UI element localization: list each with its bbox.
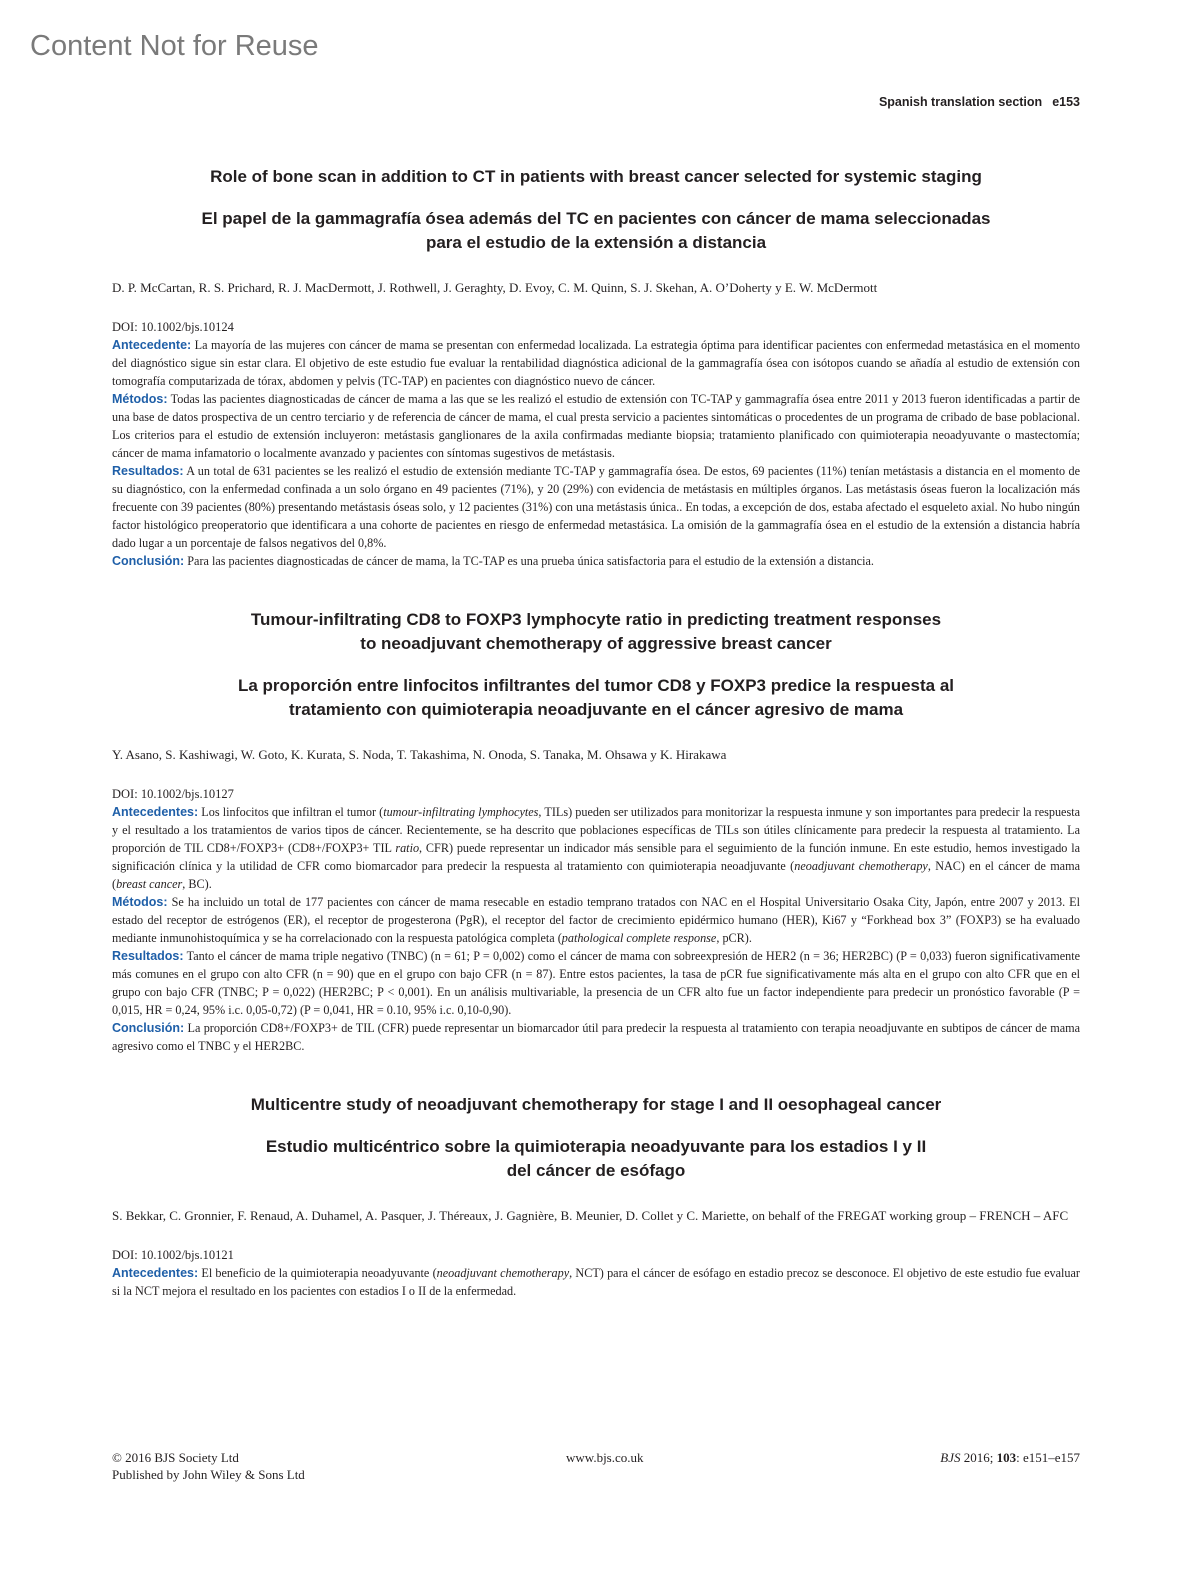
- text-run: , CFR) puede representar un indicador más sensible para el seguimiento de la función inmune. En este estudio, hemos investigado la significación clínica y la utilidad de CFR como biomarcador para predecir la respuesta al tratamiento con quimioterapia neoadjuvante (: [112, 841, 1080, 873]
- article-title-es: [112, 674, 1080, 722]
- abstract-methods: [112, 893, 1080, 947]
- abstract-background: [112, 1264, 1080, 1300]
- title-line: tratamiento con quimioterapia neoadjuvante en el cáncer agresivo de mama: [288, 700, 904, 719]
- volume: 103: [996, 1450, 1017, 1465]
- doi: DOI: 10.1002/bjs.10127: [112, 787, 234, 801]
- website-link[interactable]: www.bjs.co.uk: [566, 1450, 644, 1465]
- abstract-conclusion: [112, 552, 1080, 570]
- title-line: del cáncer de esófago: [506, 1161, 686, 1180]
- italic-term: tumour-infiltrating lymphocytes: [383, 805, 539, 819]
- italic-term: ratio: [395, 841, 420, 855]
- section-text: A un total de 631 pacientes se les realizó el estudio de extensión mediante TC-TAP y gammagrafía ósea. De estos, 69 pacientes (11%) tenían metástasis a distancia en el momento de su diagnóstico, con la enfermedad confinada a un solo órgano en 49 pacientes (71%), y 20 (29%) con evidencia de metástasis en múltiples órganos. Las metástasis óseas fueron la localización más frecuente con 39 pacientes (80%) presentando metástasis óseas solo, y 12 pacientes (31%) con una metástasis única.. En todas, a excepción de dos, estaba afectado el esqueleto axial. No hubo ningún factor histológico preoperatorio que identificara a una cohorte de pacientes en riesgo de enfermedad metastásica. La omisión de la gammagrafía ósea en el estudio de la extensión a distancia habría dado lugar a un porcentaje de falsos negativos del 0,8%.: [112, 464, 1080, 550]
- section-text: La proporción CD8+/FOXP3+ de TIL (CFR) puede representar un biomarcador útil para predecir la respuesta al tratamiento con terapia neoadjuvante en subtipos de cáncer de mama agresivo como el TNBC y el HER2BC.: [112, 1021, 1080, 1053]
- section-label: Resultados:: [112, 949, 184, 963]
- section-text: La mayoría de las mujeres con cáncer de mama se presentan con enfermedad localizada. La estrategia óptima para identificar pacientes con enfermedad metastásica en el momento del diagnóstico sigue sin estar clara. El objetivo de este estudio fue evaluar la rentabilidad diagnóstica adicional de la gammagrafía ósea con isótopos cuando se añadía al estudio de extensión con tomografía computarizada de tórax, abdomen y pelvis (TC-TAP) en pacientes con diagnóstico nuevo de cáncer.: [112, 338, 1080, 388]
- text-run: El beneficio de la quimioterapia neoadyuvante (: [201, 1266, 437, 1280]
- title-line: La proporción entre linfocitos infiltrantes del tumor CD8 y FOXP3 predice la respuesta al: [237, 676, 955, 695]
- authors: D. P. McCartan, R. S. Prichard, R. J. MacDermott, J. Rothwell, J. Geraghty, D. Evoy, C. M. Quinn, S. J. Skehan, A. O’Doherty y E. W. McDermott: [112, 280, 878, 295]
- publisher: Published by John Wiley & Sons Ltd: [112, 1467, 305, 1482]
- authors: Y. Asano, S. Kashiwagi, W. Goto, K. Kurata, S. Noda, T. Takashima, N. Onoda, S. Tanaka, M. Ohsawa y K. Hirakawa: [112, 747, 727, 762]
- italic-term: neoadjuvant chemotherapy: [436, 1266, 570, 1280]
- authors: S. Bekkar, C. Gronnier, F. Renaud, A. Duhamel, A. Pasquer, J. Théreaux, J. Gagnière, B. Meunier, D. Collet y C. Mariette, on behalf of the FREGAT working group – FRENCH – AFC: [112, 1208, 1069, 1223]
- abstract-results: [112, 462, 1080, 552]
- section-text: Todas las pacientes diagnosticadas de cáncer de mama a las que se les realizó el estudio de extensión con TC-TAP y gammagrafía ósea entre 2011 y 2013 fueron identificadas a partir de una base de datos prospectiva de un centro terciario y de referencia de cáncer de mama, el cual presta servicio a pacientes sintomáticas o procedentes de un programa de cribado de base poblacional. Los criterios para el estudio de extensión incluyeron: metástasis ganglionares de la axila confirmadas mediante biopsia; tratamiento planificado con quimioterapia neoadyuvante o mastectomía; cáncer de mama infamatorio o localmente avanzado y pacientes con síntomas sugestivos de metástasis.: [112, 392, 1080, 460]
- section-label: Conclusión:: [112, 1021, 185, 1035]
- running-head: [869, 95, 1080, 109]
- abstract-conclusion: [112, 1019, 1080, 1055]
- article-2: [112, 608, 1080, 1055]
- article-title-es: El papel de la gammagrafía ósea además del TC en pacientes con cáncer de mama seleccionadas para el estudio de la extensión a distancia: [201, 209, 991, 252]
- article-1: [112, 165, 1080, 570]
- text-run: Los linfocitos que infiltran el tumor (: [201, 805, 384, 819]
- section-label: Conclusión:: [112, 554, 185, 568]
- doi: DOI: 10.1002/bjs.10121: [112, 1248, 234, 1262]
- text-run: , pCR).: [716, 931, 752, 945]
- citation-year: 2016;: [960, 1450, 997, 1465]
- title-line: Tumour-infiltrating CD8 to FOXP3 lymphocyte ratio in predicting treatment responses: [250, 610, 942, 629]
- footer-left: [112, 1449, 305, 1483]
- abstract-background: [112, 336, 1080, 390]
- doi: DOI: 10.1002/bjs.10124: [112, 320, 234, 334]
- text-run: , TILs) pueden ser utilizados para monitorizar la respuesta inmune y son importantes para predecir la respuesta y el resultado a los tratamientos de varios tipos de cáncer. Recientemente, se ha descrito que poblaciones específicas de TILs son útiles clínicamente para predecir la respuesta al tratamiento. La proporción de TIL CD8+/FOXP3+ (CD8+/FOXP3+ TIL: [112, 805, 1080, 855]
- article-3: [112, 1093, 1080, 1300]
- article-title-en: [112, 608, 1080, 656]
- section-text: Tanto el cáncer de mama triple negativo (TNBC) (n = 61; P = 0,002) como el cáncer de mama con sobreexpresión de HER2 (n = 36; HER2BC) (P = 0,033) fueron significativamente más comunes en el grupo con alto CFR (n = 90) que en el grupo con bajo CFR (n = 87). Entre estos pacientes, la tasa de pCR fue significativamente más alta en el grupo con alto CFR que en el grupo con bajo CFR (TNBC; P = 0,022) (HER2BC; P < 0,001). En un análisis multivariable, la presencia de un CFR alto fue un factor independiente para predecir un pronóstico favorable (P = 0,015, HR = 0,24, 95% i.c. 0,05-0,72) (P = 0,041, HR = 0.10, 95% i.c. 0,10-0,90).: [112, 949, 1080, 1017]
- article-title-en: Multicentre study of neoadjuvant chemotherapy for stage I and II oesophageal cancer: [250, 1095, 942, 1114]
- abstract-results: [112, 947, 1080, 1019]
- article-title-en: Role of bone scan in addition to CT in patients with breast cancer selected for systemic staging: [210, 167, 982, 186]
- watermark: Content Not for Reuse: [30, 30, 319, 62]
- text-run: Se ha incluido un total de 177 pacientes con cáncer de mama resecable en estadio temprano tratados con NAC en el Hospital Universitario Osaka City, Japón, entre 2007 y 2013. El estado del receptor de estrógenos (ER), el receptor de progesterona (PgR), el receptor del factor de crecimiento epidérmico humano (HER), Ki67 y “Forkhead box 3” (FOXP3) se ha evaluado mediante inmunohistoquímica y se ha correlacionado con la respuesta patológica completa (: [112, 895, 1081, 945]
- page-range: : e151–e157: [1016, 1450, 1080, 1465]
- section-text: Para las pacientes diagnosticadas de cáncer de mama, la TC-TAP es una prueba única satisfactoria para el estudio de la extensión a distancia.: [187, 554, 874, 568]
- section-label: Resultados:: [112, 464, 184, 478]
- section-label: Antecedentes:: [112, 805, 199, 819]
- section-label: Antecedente:: [112, 338, 192, 352]
- section-label: Antecedentes:: [112, 1266, 199, 1280]
- journal-name: BJS: [940, 1450, 961, 1465]
- section-label: Métodos:: [112, 895, 168, 909]
- section-name: Spanish translation section: [878, 95, 1043, 109]
- italic-term: breast cancer: [116, 877, 183, 891]
- article-title-es: [112, 1135, 1080, 1183]
- italic-term: neoadjuvant chemotherapy: [794, 859, 928, 873]
- text-run: , NAC) en el cáncer de mama (: [112, 859, 1080, 891]
- title-line: Estudio multicéntrico sobre la quimioterapia neoadyuvante para los estadios I y II: [265, 1137, 927, 1156]
- page-number: e153: [1052, 95, 1080, 109]
- page-content: [112, 165, 1080, 1300]
- journal-citation: [940, 1449, 1080, 1466]
- section-label: Métodos:: [112, 392, 168, 406]
- abstract-methods: [112, 390, 1080, 462]
- title-line: to neoadjuvant chemotherapy of aggressive breast cancer: [360, 634, 832, 653]
- text-run: , NCT) para el cáncer de esófago en estadio precoz se desconoce. El objetivo de este estudio fue evaluar si la NCT mejora el resultado en los pacientes con estadios I o II de la enfermedad.: [112, 1266, 1080, 1298]
- italic-term: pathological complete response: [561, 931, 717, 945]
- copyright: © 2016 BJS Society Ltd: [112, 1450, 239, 1465]
- text-run: , BC).: [182, 877, 212, 891]
- abstract-background: [112, 803, 1080, 893]
